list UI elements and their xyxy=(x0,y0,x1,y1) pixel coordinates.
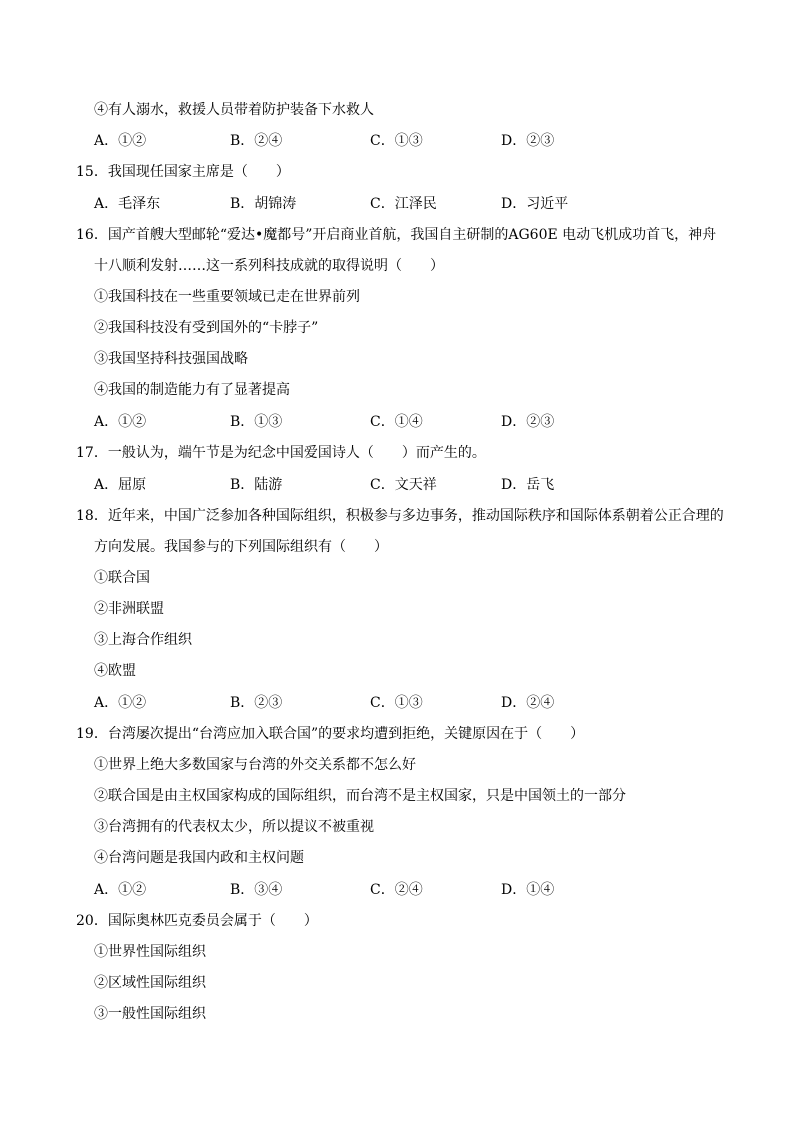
statement: ②我国科技没有受到国外的“卡脖子” xyxy=(94,320,319,336)
option-b: B．①③ xyxy=(230,414,283,430)
question-16-stem-cont: 十八顺利发射……这一系列科技成就的取得说明（ ） xyxy=(94,258,444,274)
option-d: D．②③ xyxy=(501,133,555,149)
option-c: C．①④ xyxy=(370,414,423,430)
option-c: C．①③ xyxy=(370,133,423,149)
statement: ④有人溺水，救援人员带着防护装备下水救人 xyxy=(94,102,374,118)
option-d: D．②④ xyxy=(501,695,555,711)
statement: ①世界性国际组织 xyxy=(94,944,206,960)
option-b: B．胡锦涛 xyxy=(230,196,297,212)
statement: ②联合国是由主权国家构成的国际组织，而台湾不是主权国家，只是中国领土的一部分 xyxy=(94,788,626,804)
statement: ④台湾问题是我国内政和主权问题 xyxy=(94,850,304,866)
question-17-stem: 17．一般认为，端午节是为纪念中国爱国诗人（ ）而产生的。 xyxy=(76,445,486,461)
option-a: A．屈原 xyxy=(94,477,147,493)
statement: ③上海合作组织 xyxy=(94,632,192,648)
option-c: C．文天祥 xyxy=(370,477,437,493)
statement: ①世界上绝大多数国家与台湾的外交关系都不怎么好 xyxy=(94,757,416,773)
option-d: D．①④ xyxy=(501,882,555,898)
option-a: A．①② xyxy=(94,414,147,430)
question-19-stem: 19．台湾屡次提出“台湾应加入联合国”的要求均遭到拒绝，关键原因在于（ ） xyxy=(76,726,585,742)
option-a: A．①② xyxy=(94,882,147,898)
option-d: D．②③ xyxy=(501,414,555,430)
question-15-stem: 15．我国现任国家主席是（ ） xyxy=(76,164,290,180)
option-c: C．江泽民 xyxy=(370,196,437,212)
question-16-stem: 16．国产首艘大型邮轮“爱达•魔都号”开启商业首航，我国自主研制的AG60E 电动飞机成功首飞，神舟 xyxy=(76,227,717,243)
option-d: D．习近平 xyxy=(501,196,569,212)
option-a: A．①② xyxy=(94,695,147,711)
statement: ③我国坚持科技强国战略 xyxy=(94,351,248,367)
option-b: B．②④ xyxy=(230,133,283,149)
question-18-stem: 18．近年来，中国广泛参加各种国际组织，积极参与多边事务，推动国际秩序和国际体系朝着公正合理的 xyxy=(76,508,724,524)
statement: ③台湾拥有的代表权太少，所以提议不被重视 xyxy=(94,819,374,835)
option-c: C．②④ xyxy=(370,882,423,898)
statement: ③一般性国际组织 xyxy=(94,1006,206,1022)
statement: ②区域性国际组织 xyxy=(94,975,206,991)
statement: ①我国科技在一些重要领域已走在世界前列 xyxy=(94,289,360,305)
option-b: B．②③ xyxy=(230,695,283,711)
statement: ①联合国 xyxy=(94,570,150,586)
question-18-stem-cont: 方向发展。我国参与的下列国际组织有（ ） xyxy=(94,539,388,555)
statement: ④欧盟 xyxy=(94,663,136,679)
statement: ④我国的制造能力有了显著提高 xyxy=(94,382,290,398)
question-20-stem: 20．国际奥林匹克委员会属于（ ） xyxy=(76,913,318,929)
option-a: A．①② xyxy=(94,133,147,149)
option-b: B．③④ xyxy=(230,882,283,898)
option-b: B．陆游 xyxy=(230,477,283,493)
option-a: A．毛泽东 xyxy=(94,196,161,212)
option-c: C．①③ xyxy=(370,695,423,711)
statement: ②非洲联盟 xyxy=(94,601,164,617)
option-d: D．岳飞 xyxy=(501,477,555,493)
